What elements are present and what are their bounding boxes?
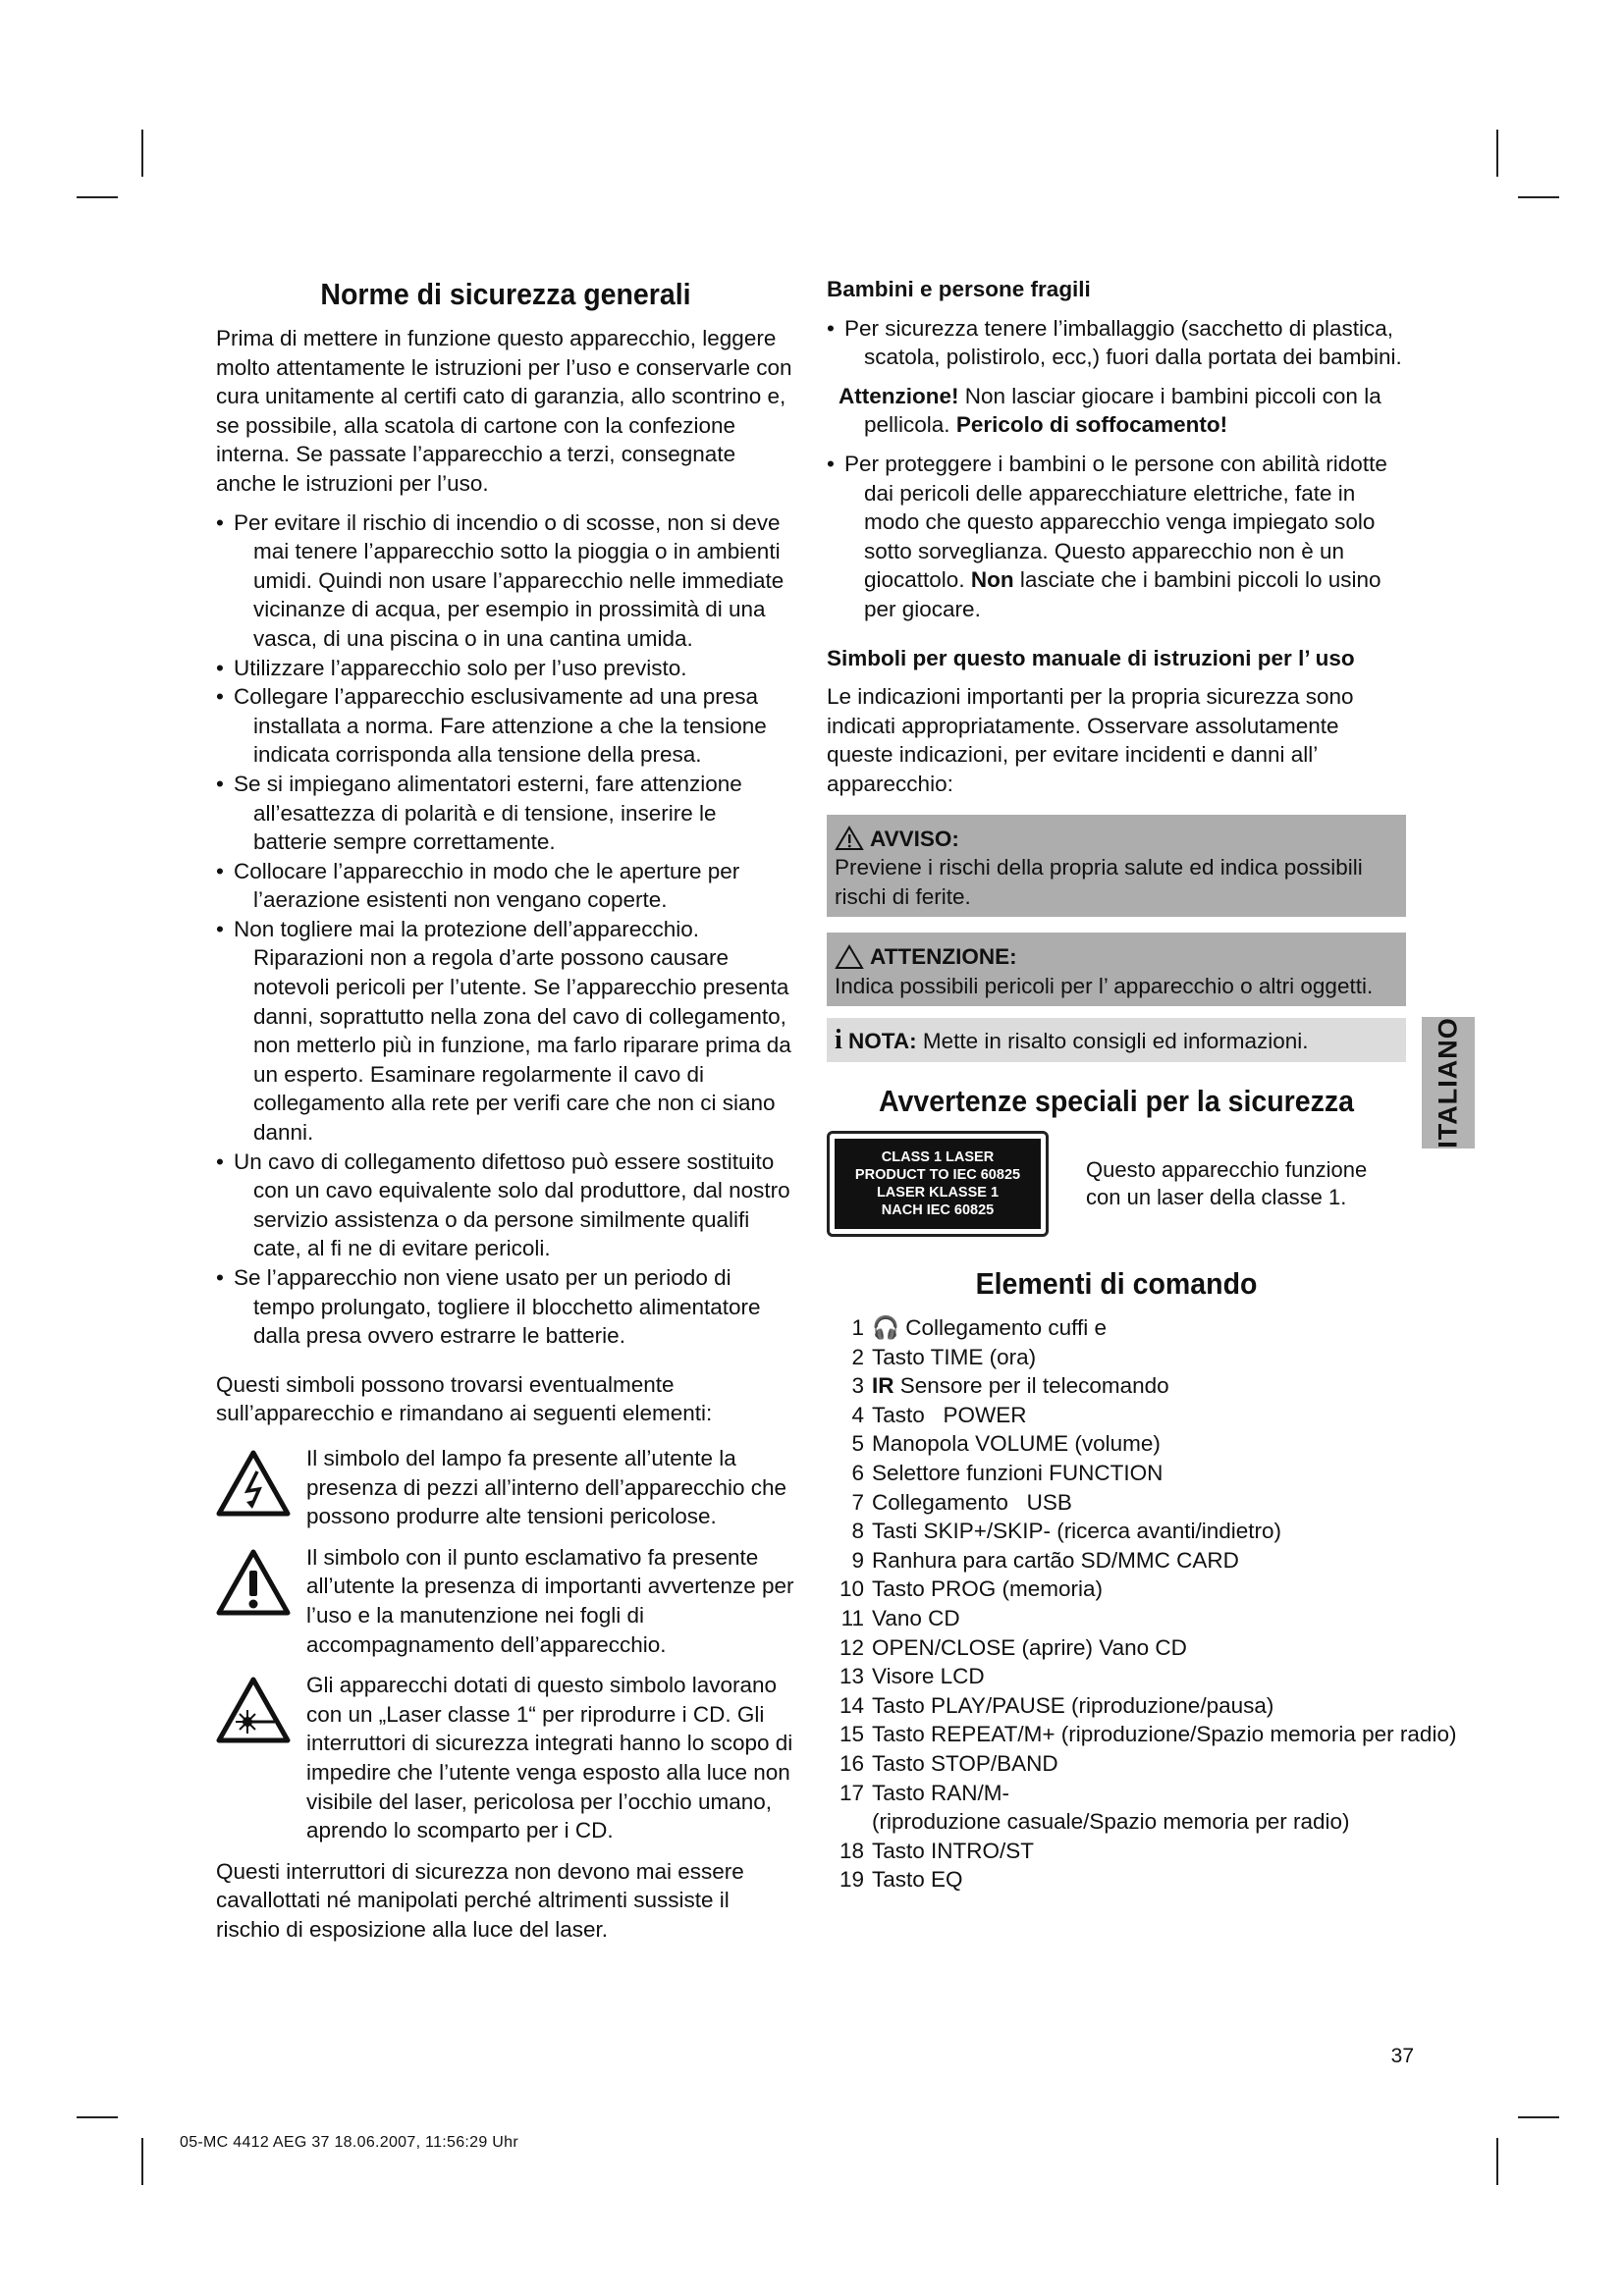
crop-mark xyxy=(141,130,143,177)
crop-mark xyxy=(1496,130,1498,177)
bullet-text: lasciate che i bambini piccoli lo usino per giocare. xyxy=(864,567,1381,621)
section-title-symbols: Simboli per questo manuale di istruzioni per l’ uso xyxy=(827,645,1355,670)
list-item: 18 Tasto INTRO/ST xyxy=(839,1838,1035,1863)
laser-label-line: LASER KLASSE 1 xyxy=(876,1185,1000,1201)
list-item: 19 Tasto EQ xyxy=(839,1867,963,1893)
list-item: • Utilizzare l’apparecchio solo per l’uso previsto. xyxy=(216,654,795,683)
list-item: • Per evitare il rischio di incendio o di scosse, non si deve mai tenere l’apparecchio sotto la pioggia o in ambienti umidi. Quindi non usare l’apparecchio nelle immediate vicinanze di acqua, per esempio in prossimità di una vasca, di una piscina o in una cantina umida. xyxy=(216,508,795,654)
list-item xyxy=(827,450,1406,624)
laser-warning-icon xyxy=(216,1677,291,1743)
avviso-text: Previene i rischi della propria salute ed indica possibili rischi di ferite. xyxy=(835,855,1363,909)
list-item: 8 Tasti SKIP+/SKIP- (ricerca avanti/indietro) xyxy=(851,1519,1282,1544)
laser-text: Questo apparecchio funzione con un laser della classe 1. xyxy=(1086,1157,1368,1210)
crop-mark xyxy=(141,2138,143,2185)
list-item: • Un cavo di collegamento difettoso può essere sostituito con un cavo equivalente solo dal produttore, dal nostro servizio assistenza o da persone similmente qualifi cate, al fi ne di evitare pericoli. xyxy=(216,1148,795,1263)
section-title-general-safety: Norme di sicurezza generali xyxy=(320,277,691,311)
nota-box xyxy=(827,1018,1406,1062)
warning-triangle-icon xyxy=(835,826,864,851)
laser-class-label xyxy=(827,1131,1049,1237)
language-tab: ITALIANO xyxy=(1422,1017,1475,1148)
children-bullet-list xyxy=(827,314,1406,372)
list-item: 16 Tasto STOP/BAND xyxy=(839,1750,1058,1776)
nota-text: Mette in risalto consigli ed informazioni. xyxy=(916,1029,1309,1054)
list-item: 4 Tasto POWER xyxy=(851,1402,1027,1427)
symbol-row xyxy=(216,1444,795,1531)
bullet-bold: Non xyxy=(970,567,1014,593)
print-footer: 05-MC 4412 AEG 37 18.06.2007, 11:56:29 Uhr xyxy=(180,2134,518,2151)
attention-paragraph xyxy=(827,382,1406,440)
symbol-text: Il simbolo con il punto esclamativo fa presente all’utente la presenza di importanti avvertenze per l’uso e la manutenzione nei fogli di accompagnamento dell’apparecchio. xyxy=(306,1544,794,1657)
symbols-intro: Questi simboli possono trovarsi eventualmente sull’apparecchio e rimandano ai seguenti elementi: xyxy=(216,1371,713,1426)
attention-text: Non lasciar giocare i bambini piccoli con la pellicola. xyxy=(864,383,1381,438)
list-item: • Se si impiegano alimentatori esterni, fare attenzione all’esattezza di polarità e di tensione, inserire le batterie sempre correttamente. xyxy=(216,770,795,857)
symbol-text: Il simbolo del lampo fa presente all’utente la presenza di pezzi all’interno dell’apparecchio che possono produrre alte tensioni pericolose. xyxy=(306,1445,787,1529)
list-item: 10 Tasto PROG (memoria) xyxy=(839,1576,1104,1602)
crop-mark xyxy=(1518,2116,1559,2118)
headphones-icon: 🎧 xyxy=(872,1315,906,1341)
crop-mark xyxy=(1518,196,1559,198)
attention-label: Attenzione! xyxy=(839,383,959,408)
info-icon: i xyxy=(835,1025,842,1056)
list-item: 1 🎧 Collegamento cuffi e xyxy=(851,1315,1107,1341)
list-item: • Non togliere mai la protezione dell’apparecchio. Riparazioni non a regola d’arte possono causare notevoli pericoli per l’utente. Se l’apparecchio presenta danni, soprattutto nella zona del cavo di collegamento, non metterlo più in funzione, ma farlo riparare prima da un esperto. Esaminare regolarmente il cavo di collegamento alla rete per verifi care che non ci siano danni. xyxy=(216,915,795,1148)
list-item: • Collegare l’apparecchio esclusivamente ad una presa installata a norma. Fare attenzione a che la tensione indicata corrisponda alla tensione della presa. xyxy=(216,682,795,770)
controls-list xyxy=(827,1313,1457,1895)
exclamation-warning-icon xyxy=(216,1549,291,1616)
attention-danger: Pericolo di soffocamento! xyxy=(955,412,1228,438)
list-item: 7 Collegamento USB xyxy=(851,1489,1072,1515)
symbols-paragraph: Le indicazioni importanti per la propria sicurezza sono indicati appropriatamente. Osservare assolutamente queste indicazioni, per evitare incidenti e danni all’ apparecchio: xyxy=(827,684,1354,796)
list-item: 9 Ranhura para cartão SD/MMC CARD xyxy=(851,1547,1239,1573)
symbol-row xyxy=(216,1543,795,1659)
attenzione-title: ATTENZIONE: xyxy=(870,944,1017,970)
list-item: 12 OPEN/CLOSE (aprire) Vano CD xyxy=(839,1634,1187,1660)
crop-mark xyxy=(77,2116,118,2118)
safety-bullet-list xyxy=(216,508,795,1351)
caution-triangle-icon xyxy=(835,944,864,970)
laser-label-line: CLASS 1 LASER xyxy=(881,1149,995,1166)
lightning-warning-icon xyxy=(216,1450,291,1517)
list-item: • Se l’apparecchio non viene usato per un periodo di tempo prolungato, togliere il blocchetto alimentatore dalla presa ovvero estrarre le batterie. xyxy=(216,1263,795,1351)
list-item: 2 Tasto TIME (ora) xyxy=(851,1344,1037,1369)
closing-paragraph: Questi interruttori di sicurezza non devono mai essere cavallottati né manipolati perché altrimenti sussiste il rischio di esposizione alla luce del laser. xyxy=(216,1858,744,1942)
section-title-children: Bambini e persone fragili xyxy=(827,277,1091,301)
list-item: • Per sicurezza tenere l’imballaggio (sacchetto di plastica, scatola, polistirolo, ecc,) fuori dalla portata dei bambini. xyxy=(827,314,1406,372)
list-item: 6 Selettore funzioni FUNCTION xyxy=(851,1461,1164,1486)
section-title-special-safety: Avvertenze speciali per la sicurezza xyxy=(878,1084,1355,1119)
nota-line xyxy=(835,1026,1398,1056)
list-item: 13 Visore LCD xyxy=(839,1664,985,1689)
list-item: 11 Vano CD xyxy=(840,1606,960,1630)
crop-mark xyxy=(1496,2138,1498,2185)
list-item: 14 Tasto PLAY/PAUSE (riproduzione/pausa) xyxy=(839,1692,1274,1718)
page-number: 37 xyxy=(1390,2045,1414,2067)
laser-label-line: NACH IEC 60825 xyxy=(881,1202,995,1219)
list-item: 17 Tasto RAN/M- xyxy=(839,1780,1010,1805)
intro-paragraph: Prima di mettere in funzione questo apparecchio, leggere molto attentamente le istruzioni per l’uso e conservarle con cura unitamente al certifi cato di garanzia, allo scontrino e, se possibile, alla scatola di cartone con la confezione interna. Se passate l’apparecchio a terzi, consegnate anche le istruzioni per l’uso. xyxy=(216,326,792,496)
crop-mark xyxy=(77,196,118,198)
left-column xyxy=(216,275,795,1944)
bullet-text: Per proteggere i bambini o le persone con abilità ridotte dai pericoli delle apparecchiature elettriche, fate in modo che questo apparecchio venga impiegato solo sotto sorveglianza. Questo apparecchio non è un giocattolo. xyxy=(844,451,1387,593)
attenzione-text: Indica possibili pericoli per l’ apparecchio o altri oggetti. xyxy=(835,973,1374,998)
avviso-box xyxy=(827,815,1406,918)
symbol-text: Gli apparecchi dotati di questo simbolo lavorano con un „Laser classe 1“ per riprodurre i CD. Gli interruttori di sicurezza integrati hanno lo scopo di impedire che l’utente venga esposto alla luce non visibile del laser, pericolosa per l’occhio umano, aprendo lo scomparto per i CD. xyxy=(306,1673,793,1843)
laser-label-line: PRODUCT TO IEC 60825 xyxy=(854,1167,1021,1184)
section-title-controls: Elementi di comando xyxy=(975,1266,1258,1302)
list-item: 15 Tasto REPEAT/M+ (riproduzione/Spazio memoria per radio) xyxy=(839,1722,1457,1747)
list-item: • Collocare l’apparecchio in modo che le aperture per l’aerazione esistenti non vengano coperte. xyxy=(216,857,795,915)
symbol-row xyxy=(216,1671,795,1845)
children-bullet-list-2 xyxy=(827,450,1406,624)
list-item: (riproduzione casuale/Spazio memoria per radio) xyxy=(872,1809,1350,1835)
list-item: 5 Manopola VOLUME (volume) xyxy=(851,1431,1161,1457)
avviso-heading xyxy=(835,825,1398,854)
attenzione-heading xyxy=(835,942,1398,972)
laser-class-row xyxy=(827,1131,1406,1237)
nota-title: NOTA: xyxy=(848,1029,917,1054)
list-item: 3 IR Sensore per il telecomando xyxy=(851,1373,1169,1399)
avviso-title: AVVISO: xyxy=(870,826,959,851)
attenzione-box xyxy=(827,933,1406,1006)
